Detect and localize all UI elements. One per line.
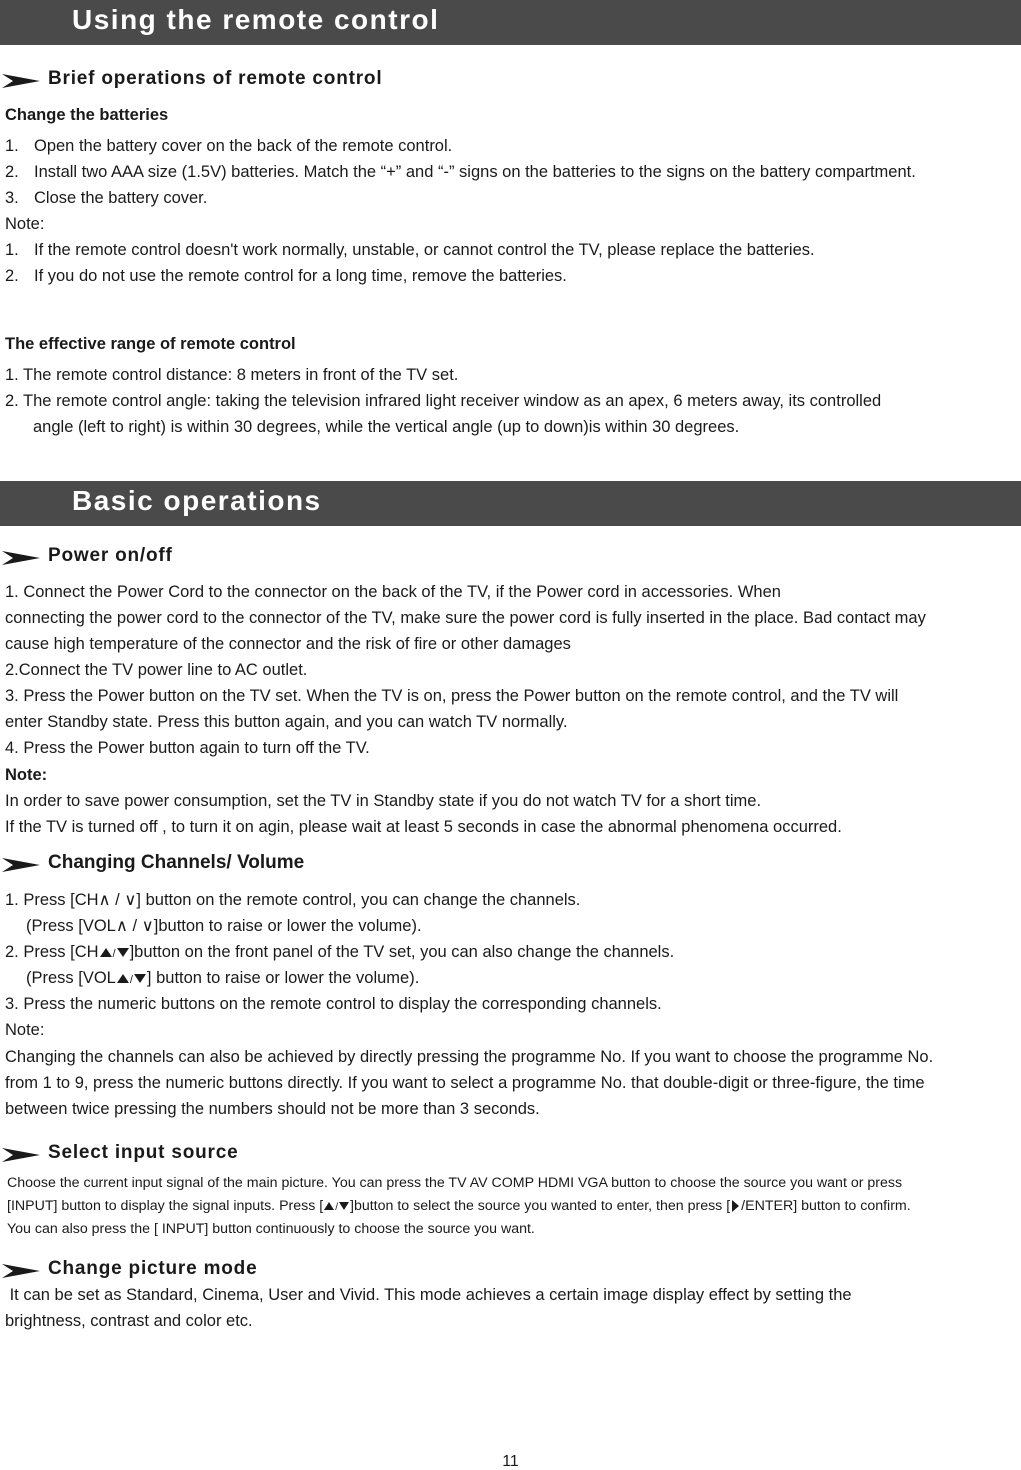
heading-text: Changing Channels/ Volume xyxy=(48,852,305,873)
paragraph-line: connecting the power cord to the connector of the TV, make sure the power cord is fully inserted in the place. Bad contact may xyxy=(5,609,926,627)
list-item: 2. The remote control angle: taking the television infrared light receiver window as an apex, 6 meters away, its controlled xyxy=(5,392,882,410)
list-item: 2. Install two AAA size (1.5V) batteries. Match the “+” and “-” signs on the batteries to the signs on the battery compartment. xyxy=(5,163,916,181)
banner-title: Using the remote control xyxy=(72,4,440,35)
subheading-effective-range: The effective range of remote control xyxy=(5,335,296,353)
triangle-up-icon xyxy=(117,974,129,983)
paragraph-line: 4. Press the Power button again to turn off the TV. xyxy=(5,739,370,757)
triangle-up-icon xyxy=(100,948,112,957)
arrow-pointer-icon xyxy=(2,550,40,566)
paragraph-line: [INPUT] button to display the signal inputs. Press [ / ]button to select the source you wanted to enter, then press [ /ENTER] button to confirm. xyxy=(7,1198,911,1214)
page-number: 11 xyxy=(502,1453,519,1470)
note-line: from 1 to 9, press the numeric buttons directly. If you want to select a programme No. that double-digit or three-figure, the time xyxy=(5,1074,925,1092)
paragraph-line: 3. Press the Power button on the TV set. When the TV is on, press the Power button on the remote control, and the TV will xyxy=(5,687,899,705)
paragraph-line: (Press [VOL / ] button to raise or lower the volume). xyxy=(26,969,420,987)
arrow-pointer-icon xyxy=(2,73,40,89)
paragraph-line: 3. Press the numeric buttons on the remote control to display the corresponding channels. xyxy=(5,995,662,1013)
triangle-down-icon xyxy=(339,1202,349,1210)
note-line: between twice pressing the numbers should not be more than 3 seconds. xyxy=(5,1100,540,1118)
paragraph-line: You can also press the [ INPUT] button continuously to choose the source you want. xyxy=(7,1221,535,1237)
note-label: Note: xyxy=(5,766,48,784)
note-line: If the TV is turned off , to turn it on agin, please wait at least 5 seconds in case the abnormal phenomena occurred. xyxy=(5,818,842,836)
paragraph-line: 2.Connect the TV power line to AC outlet. xyxy=(5,661,308,679)
section-banner-basic-operations xyxy=(0,481,1021,526)
paragraph-line: 1. Press [CH∧ / ∨] button on the remote control, you can change the channels. xyxy=(5,891,581,909)
heading-text: Change picture mode xyxy=(48,1258,258,1279)
arrow-pointer-icon xyxy=(2,1263,40,1279)
arrow-pointer-icon xyxy=(2,857,40,873)
subheading-change-batteries: Change the batteries xyxy=(5,106,169,124)
triangle-right-icon xyxy=(732,1200,739,1212)
heading-text: Select input source xyxy=(48,1142,239,1163)
heading-text: Brief operations of remote control xyxy=(48,68,383,89)
triangle-up-icon xyxy=(324,1202,334,1210)
section-banner-remote xyxy=(0,0,1021,45)
list-item: 2. If you do not use the remote control for a long time, remove the batteries. xyxy=(5,267,567,285)
note-label: Note: xyxy=(5,215,45,233)
paragraph-line: brightness, contrast and color etc. xyxy=(5,1312,253,1330)
triangle-down-icon xyxy=(134,974,146,983)
paragraph-line: enter Standby state. Press this button again, and you can watch TV normally. xyxy=(5,713,568,731)
list-item: 1. Open the battery cover on the back of the remote control. xyxy=(5,137,453,155)
paragraph-line: Choose the current input signal of the main picture. You can press the TV AV COMP HDMI VGA button to choose the source you want or press xyxy=(7,1175,903,1191)
heading-text: Power on/off xyxy=(48,545,173,566)
note-line: Changing the channels can also be achieved by directly pressing the programme No. If you want to choose the programme No. xyxy=(5,1048,934,1066)
paragraph-line: It can be set as Standard, Cinema, User and Vivid. This mode achieves a certain image display effect by setting the xyxy=(5,1286,852,1304)
paragraph-line: 1. Connect the Power Cord to the connector on the back of the TV, if the Power cord in accessories. When xyxy=(5,583,781,601)
triangle-down-icon xyxy=(117,948,129,957)
note-label: Note: xyxy=(5,1021,45,1039)
list-item-continuation: angle (left to right) is within 30 degrees, while the vertical angle (up to down)is within 30 degrees. xyxy=(33,418,740,436)
note-line: In order to save power consumption, set the TV in Standby state if you do not watch TV for a short time. xyxy=(5,792,762,810)
list-item: 1. If the remote control doesn't work normally, unstable, or cannot control the TV, please replace the batteries. xyxy=(5,241,815,259)
list-item: 3. Close the battery cover. xyxy=(5,189,208,207)
paragraph-line: 2. Press [CH / ]button on the front panel of the TV set, you can also change the channels. xyxy=(5,943,675,961)
list-item: 1. The remote control distance: 8 meters in front of the TV set. xyxy=(5,366,459,384)
arrow-pointer-icon xyxy=(2,1147,40,1163)
paragraph-line: cause high temperature of the connector and the risk of fire or other damages xyxy=(5,635,571,653)
banner-title: Basic operations xyxy=(72,485,322,516)
paragraph-line: (Press [VOL∧ / ∨]button to raise or lower the volume). xyxy=(26,917,422,935)
